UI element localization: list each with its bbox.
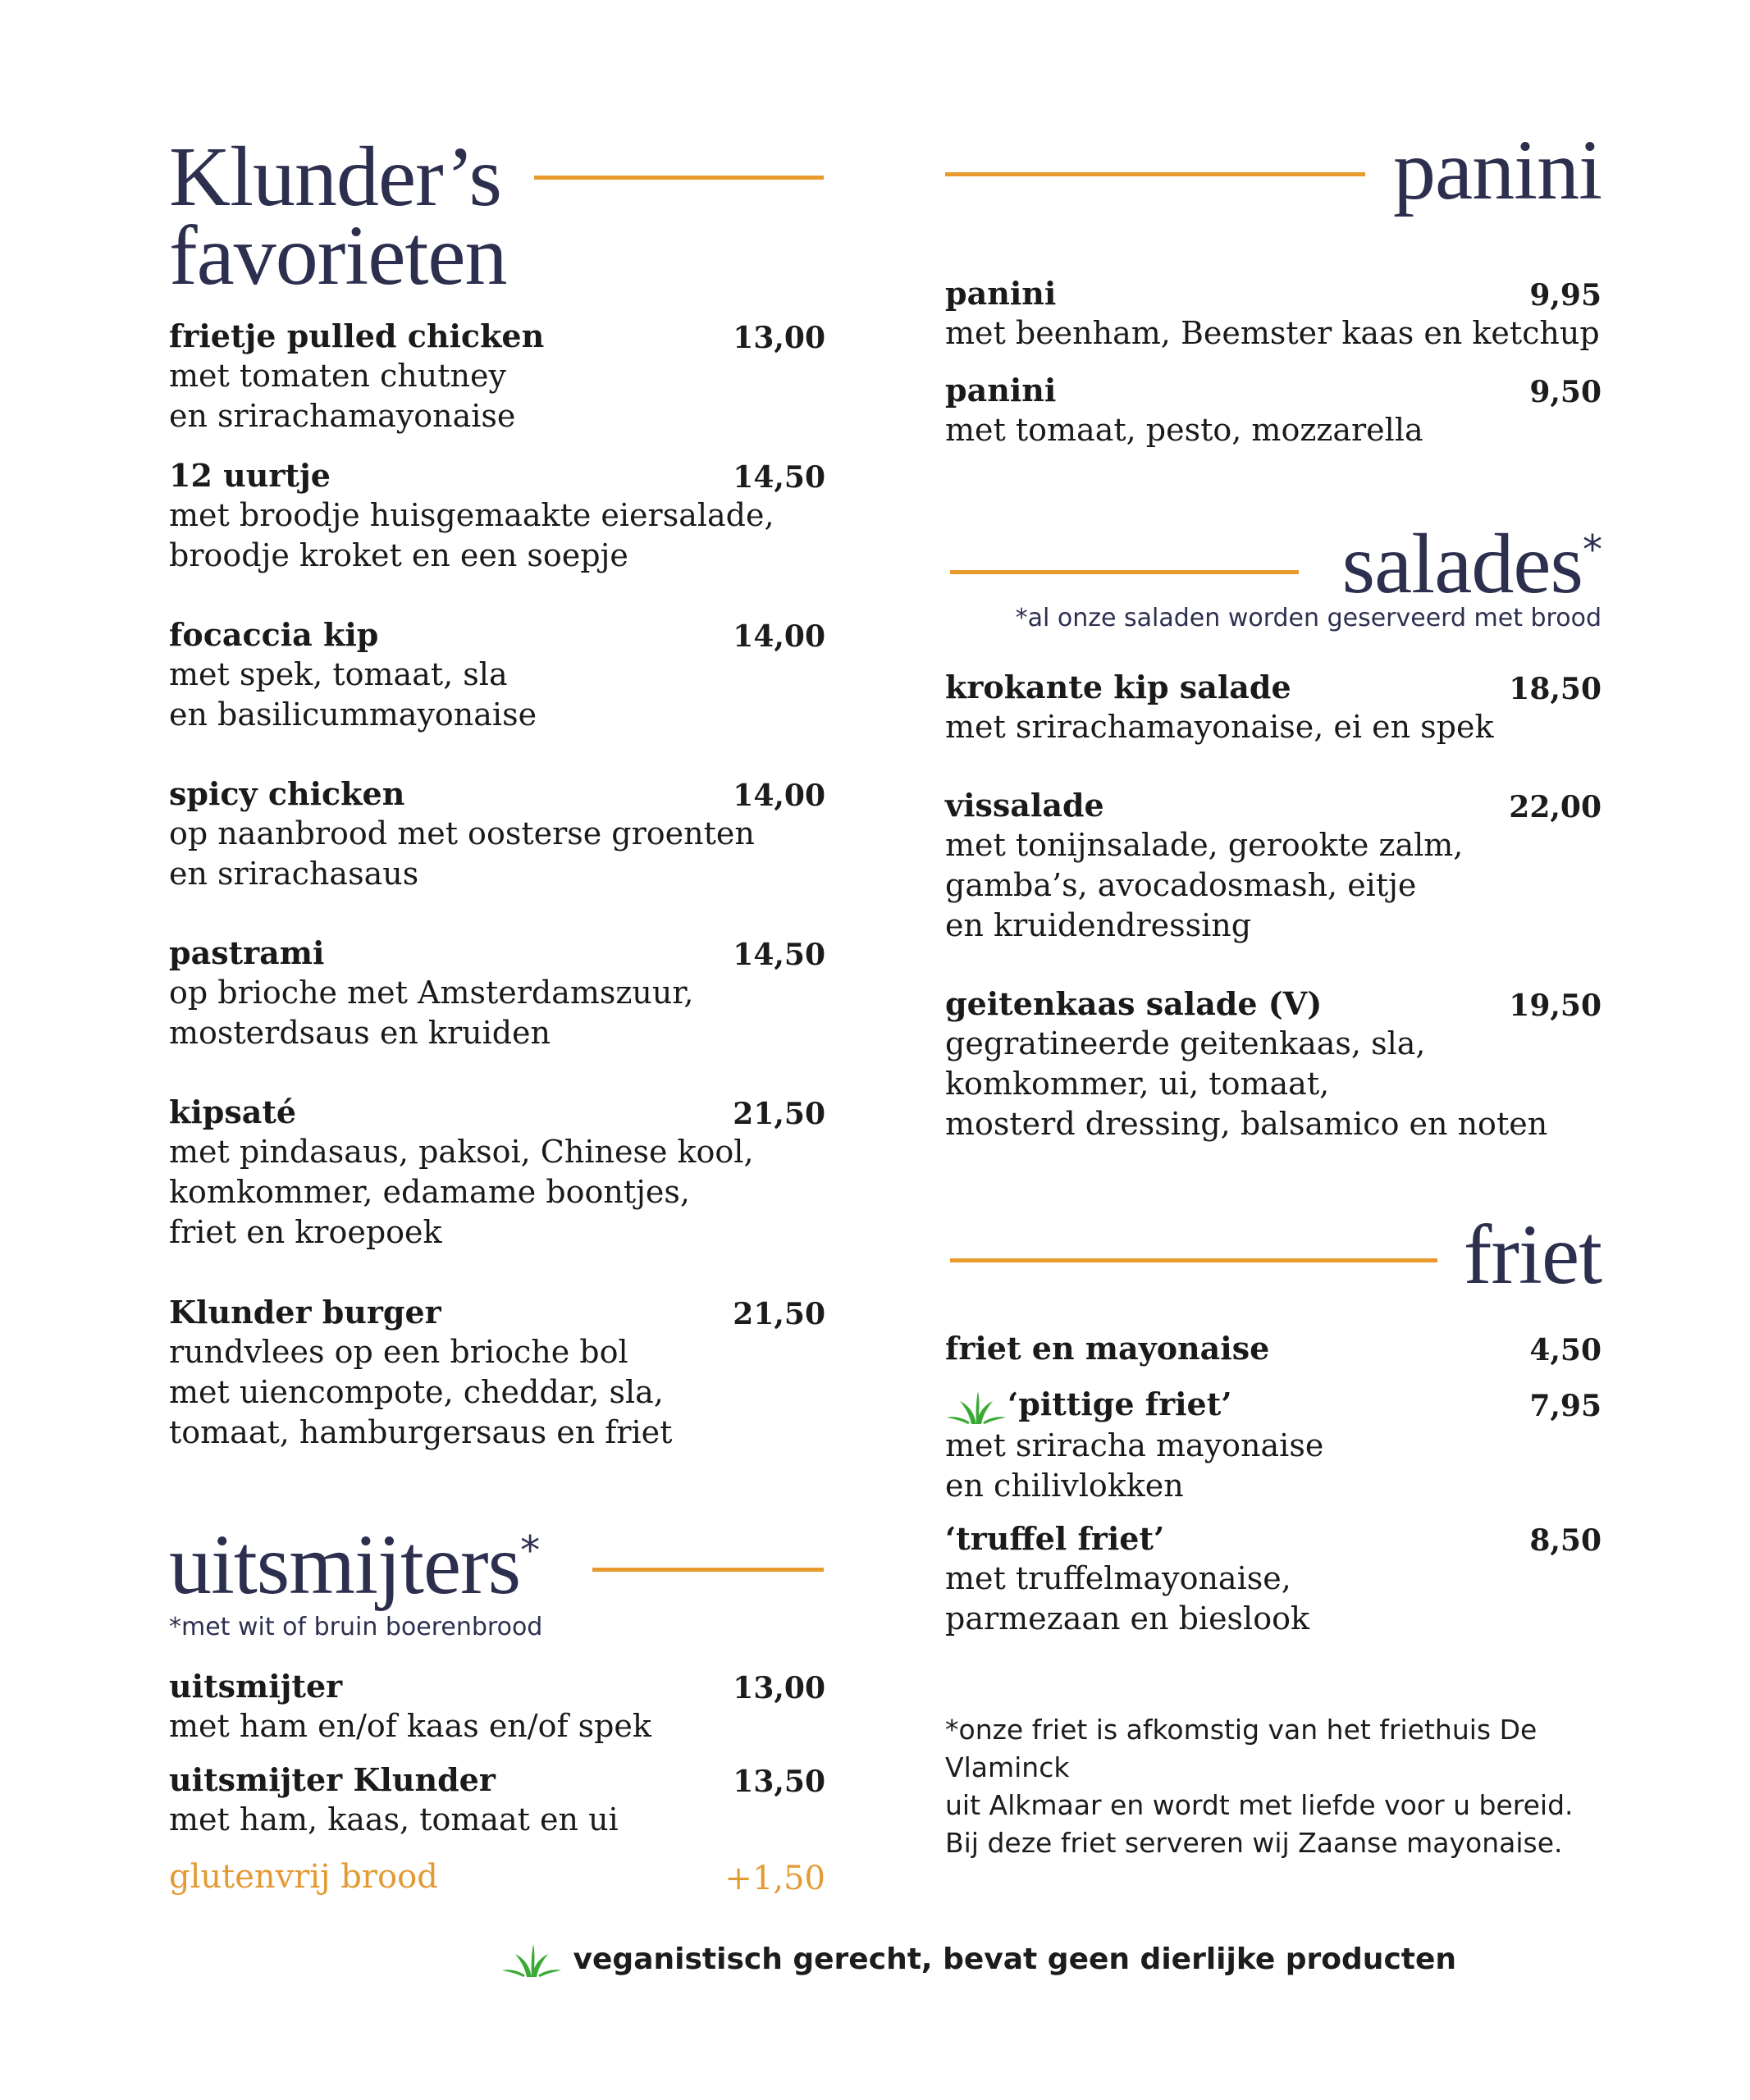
item-price: 14,50 — [733, 938, 825, 972]
item-name: panini — [945, 275, 1057, 312]
menu-item — [169, 1293, 825, 1453]
menu-item — [945, 1329, 1602, 1368]
friet-title: friet — [1463, 1208, 1602, 1302]
asterisk-icon: * — [1583, 527, 1602, 573]
item-name: Klunder burger — [169, 1294, 441, 1331]
item-price: 7,95 — [1529, 1389, 1602, 1423]
menu-item — [169, 934, 825, 1053]
item-name-text: ‘pittige friet’ — [1008, 1386, 1232, 1422]
salades-title — [1341, 517, 1602, 611]
menu-item — [945, 984, 1602, 1144]
menu-item — [169, 774, 825, 894]
menu-item — [945, 1519, 1602, 1639]
item-price: 9,95 — [1529, 278, 1602, 313]
item-name: spicy chicken — [169, 775, 405, 812]
item-name: vissalade — [945, 787, 1104, 824]
item-name: krokante kip salade — [945, 669, 1291, 705]
item-description: met srirachamayonaise, ei en spek — [945, 709, 1494, 745]
item-description: met sriracha mayonaise en chilivlokken — [945, 1427, 1324, 1504]
uitsmijters-title — [169, 1518, 540, 1612]
uitsmijters-title-text: uitsmijters — [169, 1518, 521, 1612]
extra-name: glutenvrij brood — [169, 1858, 438, 1896]
item-name: 12 uurtje — [169, 457, 331, 494]
item-description: op naanbrood met oosterse groenten en srirachasaus — [169, 815, 755, 892]
item-price: 14,00 — [733, 778, 825, 813]
menu-item — [945, 1385, 1602, 1506]
vegan-legend-text: veganistisch gerecht, bevat geen dierlijke producten — [573, 1942, 1457, 1976]
menu-item — [169, 1093, 825, 1253]
item-name: friet en mayonaise — [945, 1330, 1270, 1367]
item-name: focaccia kip — [169, 616, 379, 653]
item-name — [945, 1385, 1602, 1426]
item-description: met tomaat, pesto, mozzarella — [945, 412, 1423, 448]
vegan-leaf-icon — [500, 1942, 563, 1979]
item-price: 14,50 — [733, 460, 825, 495]
uitsmijters-rule — [592, 1568, 824, 1572]
friet-rule — [950, 1258, 1437, 1262]
item-description: met truffelmayonaise, parmezaan en bieslook — [945, 1560, 1309, 1637]
item-description: met ham en/of kaas en/of spek — [169, 1708, 651, 1744]
menu-item — [945, 274, 1602, 354]
favorieten-title-line2: favorieten — [169, 208, 507, 303]
uitsmijters-note: *met wit of bruin boerenbrood — [169, 1613, 543, 1641]
item-name: geitenkaas salade (V) — [945, 985, 1323, 1022]
menu-item — [169, 456, 825, 576]
item-price: 14,00 — [733, 619, 825, 654]
vegan-legend — [500, 1942, 1456, 1979]
panini-rule — [945, 172, 1365, 176]
item-name: panini — [945, 372, 1057, 409]
menu-item — [169, 1760, 825, 1840]
item-description: met ham, kaas, tomaat en ui — [169, 1801, 619, 1838]
item-price: 13,50 — [733, 1764, 825, 1799]
item-name: pastrami — [169, 934, 325, 971]
item-name: ‘truffel friet’ — [945, 1520, 1165, 1557]
item-price: 4,50 — [1529, 1333, 1602, 1367]
item-price: 22,00 — [1509, 790, 1602, 824]
salades-title-text: salades — [1341, 517, 1583, 611]
menu-item — [945, 371, 1602, 450]
item-description: met tonijnsalade, gerookte zalm, gamba’s, avocadosmash, eitje en kruidendressing — [945, 827, 1464, 943]
item-description: rundvlees op een brioche bol met uiencompote, cheddar, sla, tomaat, hamburgersaus en friet — [169, 1334, 673, 1450]
item-description: met spek, tomaat, sla en basilicummayonaise — [169, 656, 537, 733]
menu-item — [945, 786, 1602, 946]
menu-item — [169, 317, 825, 436]
item-price: 19,50 — [1509, 988, 1602, 1023]
friet-footnote: *onze friet is afkomstig van het friethuis De Vlaminck uit Alkmaar en wordt met liefde voor u bereid. Bij deze friet serveren wij Zaanse mayonaise. — [945, 1714, 1574, 1859]
item-price: 21,50 — [733, 1097, 825, 1131]
item-description: met tomaten chutney en srirachamayonaise — [169, 358, 516, 434]
menu-item — [945, 668, 1602, 747]
favorieten-rule — [534, 176, 824, 180]
item-name: uitsmijter Klunder — [169, 1761, 496, 1798]
menu-item — [169, 1667, 825, 1746]
vegan-leaf-icon — [945, 1390, 1008, 1426]
item-description: gegratineerde geitenkaas, sla, komkommer, ui, tomaat, mosterd dressing, balsamico en noten — [945, 1025, 1548, 1142]
item-name: uitsmijter — [169, 1668, 343, 1705]
item-price: 18,50 — [1509, 672, 1602, 706]
item-name: kipsaté — [169, 1093, 297, 1130]
favorieten-title — [169, 130, 507, 303]
item-description: met pindasaus, paksoi, Chinese kool, komkommer, edamame boontjes, friet en kroepoek — [169, 1134, 754, 1250]
salades-rule — [950, 570, 1299, 574]
item-price: 8,50 — [1529, 1523, 1602, 1558]
item-price: 9,50 — [1529, 375, 1602, 409]
salades-note: *al onze saladen worden geserveerd met brood — [1015, 604, 1602, 632]
item-price: 13,00 — [733, 321, 825, 355]
panini-title: panini — [1393, 123, 1602, 217]
item-description: op brioche met Amsterdamszuur, mosterdsaus en kruiden — [169, 975, 694, 1051]
favorieten-title-line1: Klunder’s — [169, 130, 502, 224]
extra-option — [169, 1857, 825, 1897]
item-price: 13,00 — [733, 1671, 825, 1705]
item-price: 21,50 — [733, 1297, 825, 1331]
item-description: met beenham, Beemster kaas en ketchup — [945, 315, 1600, 351]
menu-item — [169, 615, 825, 735]
asterisk-icon: * — [520, 1527, 540, 1574]
item-description: met broodje huisgemaakte eiersalade, broodje kroket en een soepje — [169, 497, 774, 573]
extra-price: +1,50 — [724, 1860, 825, 1897]
item-name: frietje pulled chicken — [169, 317, 545, 354]
